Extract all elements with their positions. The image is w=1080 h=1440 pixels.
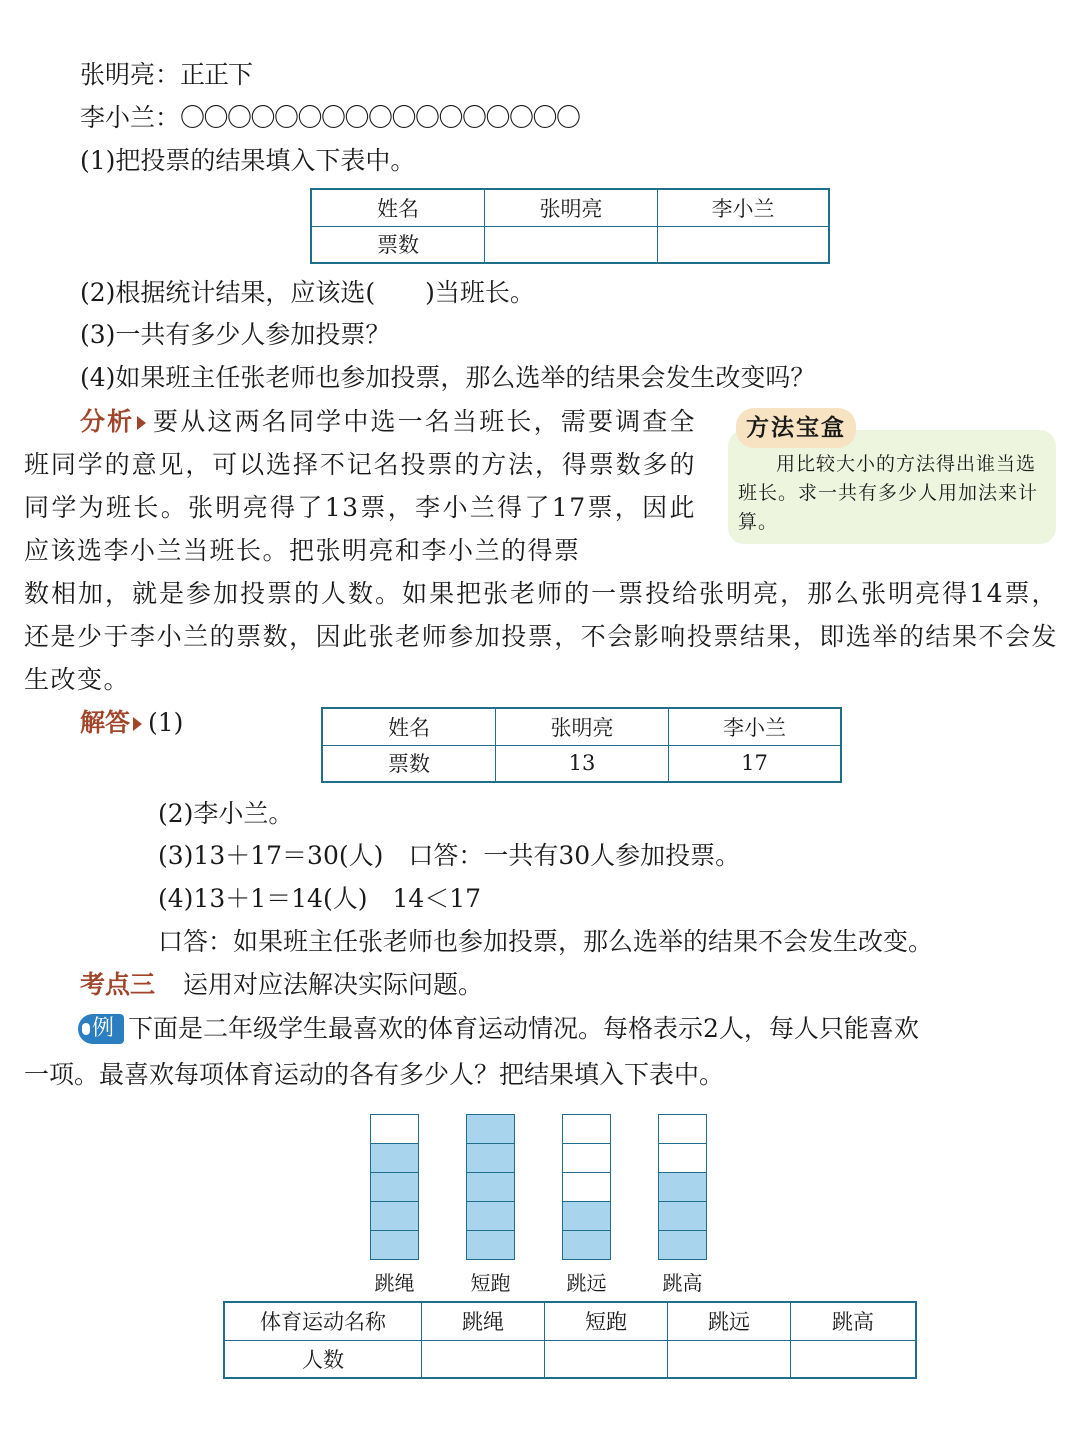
table-header-cell: 跳绳	[422, 1302, 545, 1340]
table-cell-blank	[658, 226, 830, 263]
question-3: (3)一共有多少人参加投票？	[80, 320, 391, 349]
table-cell-blank	[791, 1340, 917, 1378]
table-cell-blank	[668, 1340, 791, 1378]
example-badge-label: 例	[92, 1016, 115, 1041]
kaodian-label: 考点三	[80, 970, 156, 999]
chart-cell-跳高	[658, 1114, 707, 1144]
chart-category-label: 短跑	[470, 1271, 511, 1295]
kaodian-heading	[80, 968, 483, 1002]
chart-cell-跳高	[658, 1230, 707, 1260]
table-cell-blank	[485, 226, 658, 263]
answer-2: (2)李小兰。	[158, 799, 294, 828]
sports-table	[223, 1301, 917, 1379]
table-row-label: 票数	[322, 745, 496, 782]
chart-cell-短跑	[466, 1230, 515, 1260]
table-header-cell: 李小兰	[669, 708, 842, 745]
chart-cell-跳绳	[370, 1172, 419, 1202]
triangle-icon	[137, 416, 146, 430]
triangle-icon	[133, 717, 142, 731]
chart-cell-跳高	[658, 1143, 707, 1173]
method-box-title: 方法宝盒	[736, 408, 856, 448]
method-box-text: 用比较大小的方法得出谁当选班长。求一共有多少人用加法来计算。	[738, 453, 1039, 533]
chart-cell-跳高	[658, 1172, 707, 1202]
table-cell: 13	[496, 745, 669, 782]
chart-cell-短跑	[466, 1114, 515, 1144]
chart-cell-跳远	[562, 1114, 611, 1144]
chart-cell-跳远	[562, 1172, 611, 1202]
answer-4-oral: 口答：如果班主任张老师也参加投票，那么选举的结果不会发生改变。	[158, 927, 934, 956]
answer-label: 解答	[80, 708, 131, 737]
question-2: (2)根据统计结果，应该选( )当班长。	[80, 278, 535, 307]
table-row-label: 人数	[224, 1340, 422, 1378]
tally-zml-mark: 正正下	[180, 60, 253, 89]
chart-cell-跳绳	[370, 1230, 419, 1260]
table-header-cell: 短跑	[545, 1302, 668, 1340]
chart-cell-跳绳	[370, 1114, 419, 1144]
badge-dot-icon	[82, 1023, 90, 1035]
chart-cell-跳远	[562, 1143, 611, 1173]
example-text-1: 下面是二年级学生最喜欢的体育运动情况。每格表示2人，每人只能喜欢	[128, 1014, 919, 1043]
chart-cell-跳绳	[370, 1201, 419, 1231]
question-1: (1)把投票的结果填入下表中。	[80, 146, 416, 175]
answer-1: (1)	[148, 708, 184, 737]
tally-lxl-label: 李小兰：	[80, 103, 181, 132]
table-header-cell: 跳远	[668, 1302, 791, 1340]
table-row-label: 票数	[311, 226, 485, 263]
chart-cell-跳远	[562, 1230, 611, 1260]
kaodian-text: 运用对应法解决实际问题。	[183, 970, 484, 999]
table-header-cell: 跳高	[791, 1302, 917, 1340]
chart-cell-跳绳	[370, 1143, 419, 1173]
chart-cell-跳高	[658, 1201, 707, 1231]
example-line-1	[78, 1012, 919, 1046]
chart-cell-短跑	[466, 1201, 515, 1231]
table-header-cell: 李小兰	[658, 189, 830, 226]
chart-cell-短跑	[466, 1172, 515, 1202]
tally-lxl	[80, 101, 580, 135]
example-badge	[78, 1014, 124, 1044]
chart-category-label: 跳绳	[374, 1271, 415, 1295]
analysis-continuation: 数相加，就是参加投票的人数。如果把张老师的一票投给张明亮，那么张明亮得14票，还是少于李小兰的票数，因此张老师参加投票，不会影响投票结果，即选举的结果不会发生改变。	[24, 579, 1058, 694]
vote-table-empty	[310, 188, 830, 264]
example-text-2: 一项。最喜欢每项体育运动的各有多少人？把结果填入下表中。	[24, 1060, 725, 1089]
answer-4: (4)13＋1＝14(人) 14＜17	[158, 884, 482, 913]
table-header-cell: 张明亮	[496, 708, 669, 745]
chart-cell-短跑	[466, 1143, 515, 1173]
analysis-label: 分析	[80, 407, 135, 436]
answer-heading	[80, 706, 183, 740]
table-header-cell: 姓名	[311, 189, 485, 226]
answer-3: (3)13＋17＝30(人) 口答：一共有30人参加投票。	[158, 841, 741, 870]
table-cell: 17	[669, 745, 842, 782]
table-header-cell: 体育运动名称	[224, 1302, 422, 1340]
tally-zml-label: 张明亮：	[80, 60, 181, 89]
chart-cell-跳远	[562, 1201, 611, 1231]
table-cell-blank	[545, 1340, 668, 1378]
tally-zml	[80, 58, 252, 92]
table-header-cell: 姓名	[322, 708, 496, 745]
analysis-text: 要从这两名同学中选一名当班长，需要调查全班同学的意见，可以选择不记名投票的方法，得票数多的同学为班长。张明亮得了13票，李小兰得了17票，因此应该选李小兰当班长。把张明亮和李小兰的得票	[24, 407, 696, 565]
analysis-paragraph	[24, 400, 696, 572]
question-4: (4)如果班主任张老师也参加投票，那么选举的结果会发生改变吗？	[80, 363, 816, 392]
chart-category-label: 跳远	[566, 1271, 607, 1295]
table-header-cell: 张明亮	[485, 189, 658, 226]
table-cell-blank	[422, 1340, 545, 1378]
chart-category-label: 跳高	[662, 1271, 703, 1295]
vote-table-filled	[321, 707, 842, 783]
tally-lxl-mark: 〇〇〇〇〇〇〇〇〇〇〇〇〇〇〇〇〇	[180, 103, 580, 132]
